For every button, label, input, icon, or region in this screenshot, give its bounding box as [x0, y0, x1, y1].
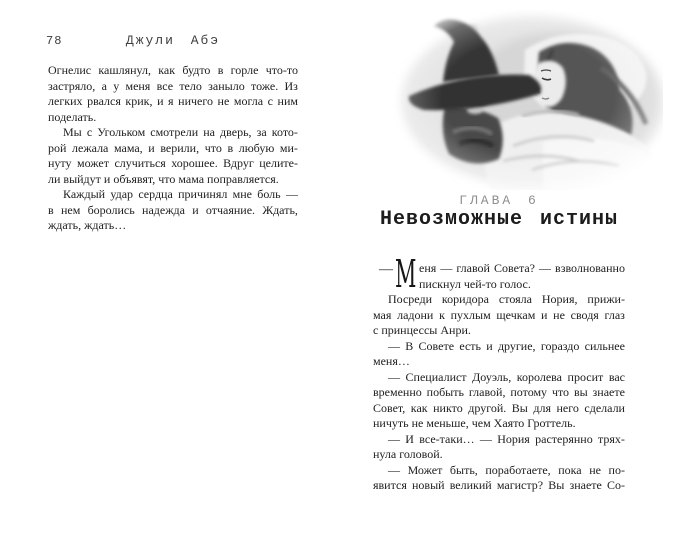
text-line: ли выйдут и объявят, что мама поправляется.: [48, 171, 279, 186]
page-number: 78: [46, 34, 63, 48]
text-line: легких рвался крик, и я ничего не могла с ним: [48, 94, 298, 108]
text-line: мая ладони к пухлым щечкам и не сводя глаз: [373, 307, 625, 322]
text-line: — Может быть, поработаете, пока не по-: [388, 462, 625, 477]
running-header: [48, 34, 298, 48]
paragraph: [373, 370, 625, 432]
sleeping-woman-and-witch-illustration: [393, 10, 663, 190]
text-line: явится новый великий магистр? Вы знаете Со-: [373, 478, 625, 492]
paragraph: [373, 339, 625, 370]
text-line: Мы с Угольком смотрели на дверь, за кото-: [63, 125, 298, 139]
text-line: Посреди коридора стояла Нория, прижи-: [388, 292, 625, 306]
chapter-title: Невозможные истины: [379, 208, 619, 231]
text-line: — Специалист Доуэль, королева просит вас: [388, 369, 625, 384]
paragraph: [373, 463, 625, 494]
text-line: в нем боролись надежда и отчаяние. Ждать,: [48, 202, 298, 217]
text-line: ничуть не меньше, чем Хаято Гроттель.: [373, 416, 576, 430]
left-page: [48, 34, 298, 234]
text-line: пискнул чей-то голос.: [419, 276, 531, 291]
running-header-author: Джули Абэ: [125, 33, 221, 48]
paragraph: [48, 187, 298, 234]
text-line: застряло, а у меня все тело заныло тоже. Из: [48, 78, 298, 93]
text-line: рой лежала мама, и верили, что в любую ми-: [48, 140, 298, 155]
paragraph: [48, 125, 298, 187]
text-line: временно побыть главой, потому что вы знаете: [373, 385, 625, 399]
paragraph: [373, 432, 625, 463]
text-line: Совет, как никто другой. Вы для него сделали: [373, 400, 625, 415]
text-line: нула головой.: [373, 447, 443, 461]
text-line: нуту может случиться хорошее. Вдруг целите-: [48, 156, 298, 170]
text-line: — И все-таки… — Нория растерянно трях-: [388, 431, 625, 446]
paragraph: [373, 292, 625, 339]
right-page-body: [373, 252, 625, 494]
text-line: Огнелис кашлянул, как будто в горле что-то: [48, 63, 298, 77]
drop-cap-letter: М: [395, 252, 417, 296]
text-line: еня — главой Совета? — взволнованно: [419, 261, 625, 275]
drop-cap: [373, 252, 419, 296]
text-line: поделать.: [48, 109, 97, 124]
text-line: — В Совете есть и другие, гораздо сильнее: [388, 338, 625, 353]
chapter-number-label: ГЛАВА 6: [459, 193, 539, 208]
drop-cap-dash: —: [379, 262, 393, 277]
paragraph: [373, 252, 625, 296]
left-page-body: [48, 63, 298, 234]
text-line: Каждый удар сердца причинял мне боль —: [63, 187, 298, 201]
right-page: [373, 0, 625, 494]
paragraph: [48, 63, 298, 125]
text-line: ждать, ждать…: [48, 218, 127, 232]
text-line: с принцессы Анри.: [373, 323, 471, 337]
text-line: меня…: [373, 354, 410, 368]
